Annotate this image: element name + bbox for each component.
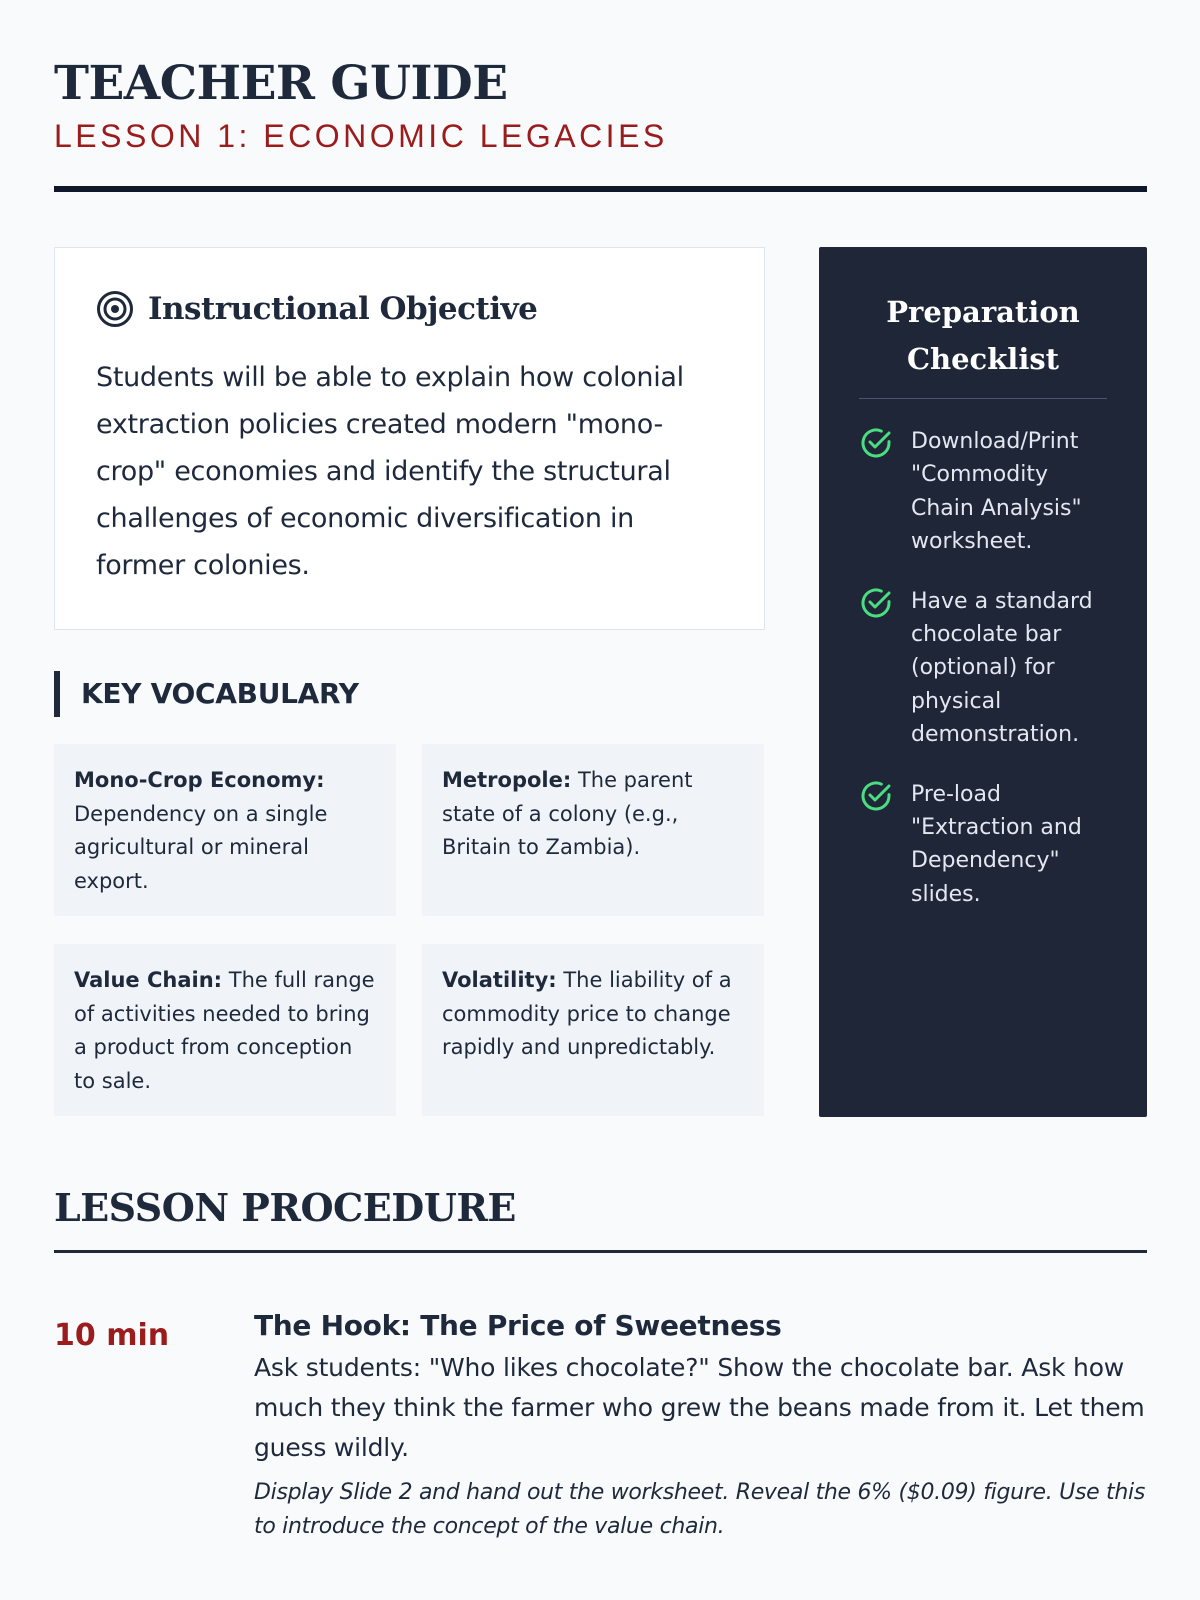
objective-header xyxy=(96,290,724,328)
vocab-term: Metropole: xyxy=(442,768,572,792)
step-note: Display Slide 2 and hand out the worksheet. Reveal the 6% ($0.09) figure. Use this to introduce the concept of the value chain. xyxy=(254,1480,1145,1539)
vocab-definition: The liability of a commodity price to change rapidly and unpredictably. xyxy=(442,968,732,1059)
procedure-divider xyxy=(54,1250,1147,1253)
procedure-heading: LESSON PROCEDURE xyxy=(54,1185,516,1230)
objective-text: Students will be able to explain how colonial extraction policies created modern "mono-crop" economies and identify the structural challenges of economic diversification in former colonies. xyxy=(96,362,684,581)
vocabulary-heading: KEY VOCABULARY xyxy=(54,671,359,717)
preparation-checklist xyxy=(819,247,1147,1117)
lesson-subtitle: LESSON 1: ECONOMIC LEGACIES xyxy=(54,118,668,154)
page-title: TEACHER GUIDE xyxy=(54,56,508,111)
objective-title: Instructional Objective xyxy=(148,291,538,327)
title-divider xyxy=(54,186,1147,192)
objective-card xyxy=(54,247,765,630)
target-icon xyxy=(96,290,134,328)
vocab-definition: The full range of activities needed to bring a product from conception to sale. xyxy=(74,968,375,1093)
step-duration: 10 min xyxy=(54,1318,170,1353)
vocab-term: Mono-Crop Economy: xyxy=(74,768,325,792)
vocab-card-volatility xyxy=(422,944,764,1116)
checklist-title: Preparation Checklist xyxy=(886,295,1080,376)
checklist-item-text: Pre-load "Extraction and Dependency" slides. xyxy=(911,781,1082,907)
vocab-term: Value Chain: xyxy=(74,968,223,992)
check-circle-icon xyxy=(859,586,893,620)
vocab-term: Volatility: xyxy=(442,968,557,992)
checklist-item xyxy=(859,778,1107,912)
vocab-definition: Dependency on a single agricultural or mineral export. xyxy=(74,801,328,893)
procedure-step xyxy=(254,1309,1147,1543)
step-text: Ask students: "Who likes chocolate?" Show the chocolate bar. Ask how much they think the farmer who grew the beans made from it. Let them guess wildly. xyxy=(254,1353,1145,1462)
checklist-item-text: Download/Print "Commodity Chain Analysis" worksheet. xyxy=(911,429,1082,555)
check-circle-icon xyxy=(859,779,893,813)
vocab-card-metropole xyxy=(422,744,764,916)
checklist-item xyxy=(859,585,1107,752)
vocab-definition: The parent state of a colony (e.g., Britain to Zambia). xyxy=(442,768,693,859)
check-circle-icon xyxy=(859,426,893,460)
vocab-card-value-chain xyxy=(54,944,396,1116)
checklist-item xyxy=(859,425,1107,559)
checklist-item-text: Have a standard chocolate bar (optional) for physical demonstration. xyxy=(911,588,1093,748)
checklist-divider xyxy=(859,398,1107,399)
step-title: The Hook: The Price of Sweetness xyxy=(254,1309,782,1342)
vocab-card-mono-crop xyxy=(54,744,396,916)
